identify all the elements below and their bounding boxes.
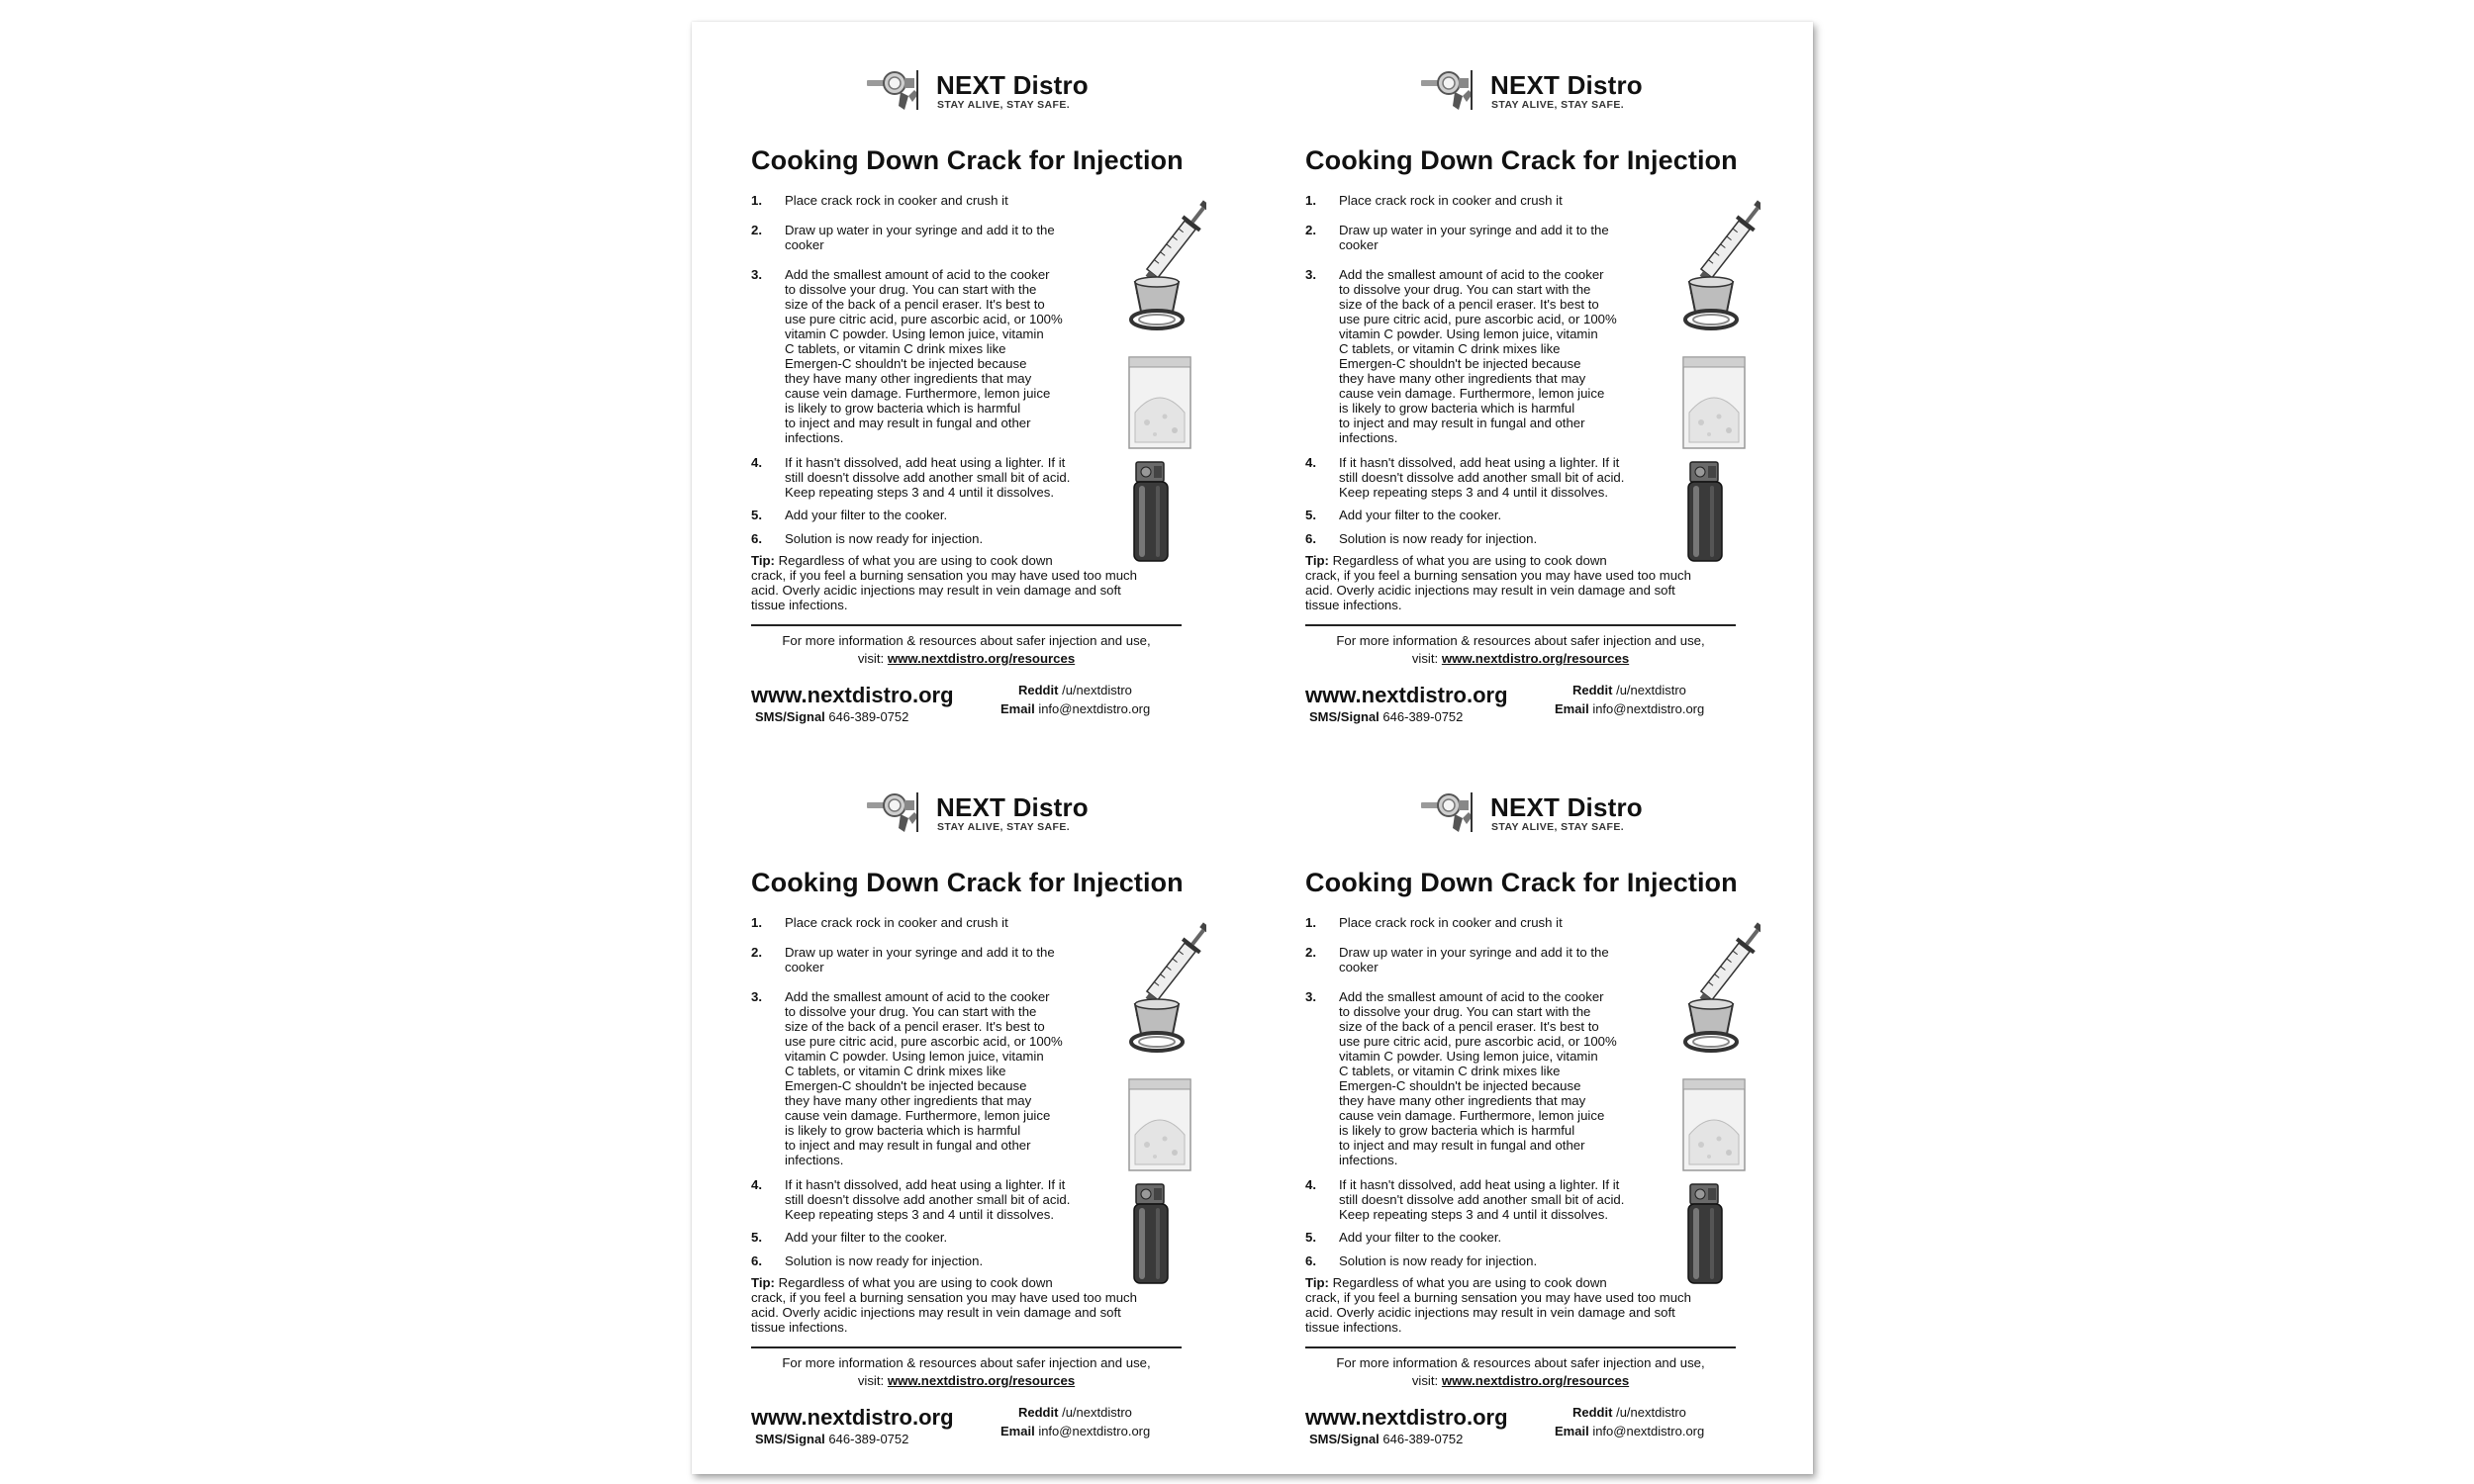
step-text: Draw up water in your syringe and add it to the cooker bbox=[1339, 223, 1609, 252]
step-number: 6. bbox=[751, 531, 762, 546]
email-label: Email bbox=[1000, 1424, 1035, 1438]
step-text: Solution is now ready for injection. bbox=[785, 531, 984, 546]
tip-body: Regardless of what you are using to cook down crack, if you feel a burning sensation you may have used too much acid. Overly acidic injections may result in vein damage and soft tissue infections. bbox=[751, 553, 1137, 612]
step-text: Solution is now ready for injection. bbox=[1339, 1253, 1538, 1268]
sms-label: SMS/Signal bbox=[755, 1432, 825, 1446]
flyer-card bbox=[1305, 66, 1859, 759]
step-text: If it hasn't dissolved, add heat using a lighter. If it still doesn't dissolve add another small bit of acid. Keep repeating steps 3 and 4 until it dissolves. bbox=[785, 455, 1071, 500]
brand-tagline: STAY ALIVE, STAY SAFE. bbox=[937, 821, 1071, 833]
step-item bbox=[751, 193, 1107, 223]
reddit-label: Reddit bbox=[1018, 1405, 1059, 1420]
more-info-visit-line bbox=[1305, 1372, 1736, 1390]
step-text: Draw up water in your syringe and add it to the cooker bbox=[785, 223, 1055, 252]
step-text: Draw up water in your syringe and add it to the cooker bbox=[785, 945, 1055, 974]
reddit-value[interactable]: /u/nextdistro bbox=[1062, 1405, 1132, 1420]
step-item bbox=[1305, 267, 1662, 455]
next-distro-logo-icon bbox=[1419, 66, 1486, 114]
tip-body: Regardless of what you are using to cook down crack, if you feel a burning sensation you may have used too much acid. Overly acidic injections may result in vein damage and soft tissue infections. bbox=[751, 1275, 1137, 1335]
step-text: Add the smallest amount of acid to the cooker to dissolve your drug. You can start with the size of the back of a pencil eraser. It's best to use pure citric acid, pure ascorbic acid, or 100% vitamin C powder. Using lemon juice, vitamin C tablets, or vitamin C drink mixes like Emergen-C shouldn't be injected because they have many other ingredients that may cause vein damage. Furthermore, lemon juice is likely to grow bacteria which is harmful to inject and may result in fungal and other infections. bbox=[785, 267, 1063, 445]
step-item bbox=[1305, 989, 1662, 1177]
step-number: 5. bbox=[1305, 1230, 1316, 1245]
lighter-icon bbox=[1684, 1182, 1726, 1285]
step-text: Place crack rock in cooker and crush it bbox=[785, 193, 1008, 208]
more-info bbox=[1305, 632, 1736, 668]
step-item bbox=[1305, 531, 1662, 553]
reddit-contact bbox=[1572, 1405, 1686, 1420]
more-info bbox=[751, 632, 1182, 668]
brand-name: NEXT Distro bbox=[1490, 70, 1643, 100]
step-text: If it hasn't dissolved, add heat using a lighter. If it still doesn't dissolve add another small bit of acid. Keep repeating steps 3 and 4 until it dissolves. bbox=[785, 1177, 1071, 1222]
brand-tagline: STAY ALIVE, STAY SAFE. bbox=[937, 99, 1071, 111]
sms-contact bbox=[755, 709, 908, 724]
steps-list bbox=[1305, 915, 1662, 1275]
sms-value: 646-389-0752 bbox=[1382, 709, 1464, 724]
sms-contact bbox=[755, 1432, 908, 1446]
step-number: 4. bbox=[1305, 455, 1316, 470]
tip-label: Tip: bbox=[1305, 1275, 1329, 1290]
step-number: 1. bbox=[1305, 915, 1316, 930]
step-text: Add your filter to the cooker. bbox=[785, 1230, 948, 1245]
step-text: If it hasn't dissolved, add heat using a lighter. If it still doesn't dissolve add another small bit of acid. Keep repeating steps 3 and 4 until it dissolves. bbox=[1339, 455, 1625, 500]
step-number: 5. bbox=[751, 508, 762, 522]
syringe-and-cooker-icon bbox=[1679, 187, 1760, 333]
email-contact bbox=[1000, 1424, 1150, 1438]
divider bbox=[751, 624, 1182, 626]
step-item bbox=[751, 455, 1107, 508]
step-text: Add your filter to the cooker. bbox=[785, 508, 948, 522]
resources-link[interactable]: www.nextdistro.org/resources bbox=[887, 1373, 1076, 1388]
flyer-card bbox=[751, 66, 1305, 759]
step-number: 3. bbox=[1305, 267, 1316, 282]
tip-text bbox=[1305, 1275, 1741, 1335]
sms-label: SMS/Signal bbox=[755, 709, 825, 724]
card-title: Cooking Down Crack for Injection bbox=[1305, 145, 1738, 175]
powder-bag-icon bbox=[1679, 1075, 1749, 1174]
email-contact bbox=[1555, 1424, 1704, 1438]
brand-name: NEXT Distro bbox=[1490, 792, 1643, 822]
tip-label: Tip: bbox=[751, 553, 775, 568]
step-text: If it hasn't dissolved, add heat using a lighter. If it still doesn't dissolve add another small bit of acid. Keep repeating steps 3 and 4 until it dissolves. bbox=[1339, 1177, 1625, 1222]
step-item bbox=[751, 508, 1107, 531]
step-text: Add your filter to the cooker. bbox=[1339, 508, 1502, 522]
step-text: Add the smallest amount of acid to the cooker to dissolve your drug. You can start with the size of the back of a pencil eraser. It's best to use pure citric acid, pure ascorbic acid, or 100% vitamin C powder. Using lemon juice, vitamin C tablets, or vitamin C drink mixes like Emergen-C shouldn't be injected because they have many other ingredients that may cause vein damage. Furthermore, lemon juice is likely to grow bacteria which is harmful to inject and may result in fungal and other infections. bbox=[1339, 989, 1617, 1167]
step-item bbox=[1305, 915, 1662, 945]
brand-header bbox=[1419, 788, 1657, 836]
step-number: 1. bbox=[751, 193, 762, 208]
step-item bbox=[751, 531, 1107, 553]
website-link[interactable]: www.nextdistro.org bbox=[751, 1405, 954, 1430]
visit-label: visit: bbox=[1411, 651, 1439, 666]
tip-body: Regardless of what you are using to cook down crack, if you feel a burning sensation you may have used too much acid. Overly acidic injections may result in vein damage and soft tissue infections. bbox=[1305, 1275, 1691, 1335]
step-text: Add the smallest amount of acid to the cooker to dissolve your drug. You can start with the size of the back of a pencil eraser. It's best to use pure citric acid, pure ascorbic acid, or 100% vitamin C powder. Using lemon juice, vitamin C tablets, or vitamin C drink mixes like Emergen-C shouldn't be injected because they have many other ingredients that may cause vein damage. Furthermore, lemon juice is likely to grow bacteria which is harmful to inject and may result in fungal and other infections. bbox=[785, 989, 1063, 1167]
sms-contact bbox=[1309, 1432, 1463, 1446]
reddit-label: Reddit bbox=[1572, 1405, 1613, 1420]
email-contact bbox=[1555, 701, 1704, 716]
step-number: 2. bbox=[1305, 223, 1316, 237]
email-value[interactable]: info@nextdistro.org bbox=[1592, 1424, 1705, 1438]
visit-label: visit: bbox=[1411, 1373, 1439, 1388]
syringe-and-cooker-icon bbox=[1125, 187, 1206, 333]
step-number: 3. bbox=[1305, 989, 1316, 1004]
sms-value: 646-389-0752 bbox=[828, 1432, 909, 1446]
visit-label: visit: bbox=[857, 651, 885, 666]
step-number: 4. bbox=[751, 455, 762, 470]
step-item bbox=[751, 267, 1107, 455]
card-title: Cooking Down Crack for Injection bbox=[1305, 868, 1738, 897]
resources-link[interactable]: www.nextdistro.org/resources bbox=[1441, 651, 1630, 666]
step-item bbox=[1305, 945, 1662, 989]
syringe-and-cooker-icon bbox=[1125, 909, 1206, 1056]
syringe-and-cooker-icon bbox=[1679, 909, 1760, 1056]
step-item bbox=[1305, 1230, 1662, 1253]
step-item bbox=[1305, 455, 1662, 508]
step-number: 3. bbox=[751, 267, 762, 282]
step-number: 5. bbox=[1305, 508, 1316, 522]
step-number: 4. bbox=[751, 1177, 762, 1192]
flyer-card bbox=[1305, 788, 1859, 1481]
visit-label: visit: bbox=[857, 1373, 885, 1388]
tip-body: Regardless of what you are using to cook down crack, if you feel a burning sensation you may have used too much acid. Overly acidic injections may result in vein damage and soft tissue infections. bbox=[1305, 553, 1691, 612]
step-item bbox=[1305, 1253, 1662, 1275]
tip-text bbox=[751, 553, 1187, 612]
email-value[interactable]: info@nextdistro.org bbox=[1592, 701, 1705, 716]
more-info-visit-line bbox=[1305, 650, 1736, 668]
more-info bbox=[751, 1354, 1182, 1390]
brand-name: NEXT Distro bbox=[936, 792, 1089, 822]
step-item bbox=[751, 1177, 1107, 1230]
reddit-contact bbox=[1018, 683, 1132, 697]
brand-header bbox=[865, 788, 1102, 836]
next-distro-logo-icon bbox=[865, 66, 932, 114]
step-item bbox=[751, 1253, 1107, 1275]
reddit-label: Reddit bbox=[1018, 683, 1059, 697]
resources-link[interactable]: www.nextdistro.org/resources bbox=[887, 651, 1076, 666]
brand-tagline: STAY ALIVE, STAY SAFE. bbox=[1491, 99, 1625, 111]
powder-bag-icon bbox=[1125, 1075, 1194, 1174]
step-number: 2. bbox=[751, 223, 762, 237]
flyer-sheet bbox=[692, 22, 1813, 1474]
step-number: 3. bbox=[751, 989, 762, 1004]
step-number: 4. bbox=[1305, 1177, 1316, 1192]
step-item bbox=[751, 945, 1107, 989]
email-label: Email bbox=[1555, 1424, 1589, 1438]
reddit-contact bbox=[1018, 1405, 1132, 1420]
divider bbox=[1305, 624, 1736, 626]
steps-list bbox=[1305, 193, 1662, 553]
tip-label: Tip: bbox=[1305, 553, 1329, 568]
step-item bbox=[751, 1230, 1107, 1253]
card-title: Cooking Down Crack for Injection bbox=[751, 868, 1184, 897]
step-item bbox=[1305, 508, 1662, 531]
email-contact bbox=[1000, 701, 1150, 716]
steps-list bbox=[751, 193, 1107, 553]
website-link[interactable]: www.nextdistro.org bbox=[751, 683, 954, 707]
step-number: 6. bbox=[1305, 1253, 1316, 1268]
lighter-icon bbox=[1684, 460, 1726, 563]
sms-value: 646-389-0752 bbox=[828, 709, 909, 724]
step-number: 2. bbox=[1305, 945, 1316, 960]
brand-tagline: STAY ALIVE, STAY SAFE. bbox=[1491, 821, 1625, 833]
sms-contact bbox=[1309, 709, 1463, 724]
flyer-card bbox=[751, 788, 1305, 1481]
step-item bbox=[1305, 1177, 1662, 1230]
step-item bbox=[751, 223, 1107, 267]
more-info-text: For more information & resources about safer injection and use, bbox=[1336, 1355, 1705, 1370]
step-number: 1. bbox=[751, 915, 762, 930]
brand-name: NEXT Distro bbox=[936, 70, 1089, 100]
tip-text bbox=[1305, 553, 1741, 612]
email-label: Email bbox=[1000, 701, 1035, 716]
step-item bbox=[751, 915, 1107, 945]
step-number: 6. bbox=[751, 1253, 762, 1268]
step-item bbox=[1305, 223, 1662, 267]
website-link[interactable]: www.nextdistro.org bbox=[1305, 1405, 1508, 1430]
more-info-text: For more information & resources about safer injection and use, bbox=[1336, 633, 1705, 648]
more-info-text: For more information & resources about safer injection and use, bbox=[782, 1355, 1151, 1370]
lighter-icon bbox=[1130, 1182, 1172, 1285]
sms-label: SMS/Signal bbox=[1309, 709, 1380, 724]
reddit-contact bbox=[1572, 683, 1686, 697]
brand-header bbox=[1419, 66, 1657, 114]
website-link[interactable]: www.nextdistro.org bbox=[1305, 683, 1508, 707]
step-number: 1. bbox=[1305, 193, 1316, 208]
more-info-text: For more information & resources about safer injection and use, bbox=[782, 633, 1151, 648]
step-number: 6. bbox=[1305, 531, 1316, 546]
email-label: Email bbox=[1555, 701, 1589, 716]
step-text: Place crack rock in cooker and crush it bbox=[1339, 193, 1563, 208]
resources-link[interactable]: www.nextdistro.org/resources bbox=[1441, 1373, 1630, 1388]
sms-value: 646-389-0752 bbox=[1382, 1432, 1464, 1446]
step-text: Add your filter to the cooker. bbox=[1339, 1230, 1502, 1245]
step-text: Draw up water in your syringe and add it to the cooker bbox=[1339, 945, 1609, 974]
step-text: Place crack rock in cooker and crush it bbox=[1339, 915, 1563, 930]
more-info bbox=[1305, 1354, 1736, 1390]
next-distro-logo-icon bbox=[1419, 788, 1486, 836]
step-item bbox=[1305, 193, 1662, 223]
step-text: Solution is now ready for injection. bbox=[1339, 531, 1538, 546]
divider bbox=[1305, 1346, 1736, 1348]
brand-header bbox=[865, 66, 1102, 114]
step-text: Place crack rock in cooker and crush it bbox=[785, 915, 1008, 930]
more-info-visit-line bbox=[751, 650, 1182, 668]
step-text: Add the smallest amount of acid to the cooker to dissolve your drug. You can start with the size of the back of a pencil eraser. It's best to use pure citric acid, pure ascorbic acid, or 100% vitamin C powder. Using lemon juice, vitamin C tablets, or vitamin C drink mixes like Emergen-C shouldn't be injected because they have many other ingredients that may cause vein damage. Furthermore, lemon juice is likely to grow bacteria which is harmful to inject and may result in fungal and other infections. bbox=[1339, 267, 1617, 445]
more-info-visit-line bbox=[751, 1372, 1182, 1390]
powder-bag-icon bbox=[1679, 353, 1749, 452]
reddit-label: Reddit bbox=[1572, 683, 1613, 697]
email-value[interactable]: info@nextdistro.org bbox=[1038, 1424, 1151, 1438]
steps-list bbox=[751, 915, 1107, 1275]
tip-label: Tip: bbox=[751, 1275, 775, 1290]
card-title: Cooking Down Crack for Injection bbox=[751, 145, 1184, 175]
lighter-icon bbox=[1130, 460, 1172, 563]
step-item bbox=[751, 989, 1107, 1177]
reddit-value[interactable]: /u/nextdistro bbox=[1616, 683, 1686, 697]
step-number: 5. bbox=[751, 1230, 762, 1245]
step-text: Solution is now ready for injection. bbox=[785, 1253, 984, 1268]
email-value[interactable]: info@nextdistro.org bbox=[1038, 701, 1151, 716]
reddit-value[interactable]: /u/nextdistro bbox=[1062, 683, 1132, 697]
next-distro-logo-icon bbox=[865, 788, 932, 836]
step-number: 2. bbox=[751, 945, 762, 960]
divider bbox=[751, 1346, 1182, 1348]
reddit-value[interactable]: /u/nextdistro bbox=[1616, 1405, 1686, 1420]
tip-text bbox=[751, 1275, 1187, 1335]
sms-label: SMS/Signal bbox=[1309, 1432, 1380, 1446]
powder-bag-icon bbox=[1125, 353, 1194, 452]
